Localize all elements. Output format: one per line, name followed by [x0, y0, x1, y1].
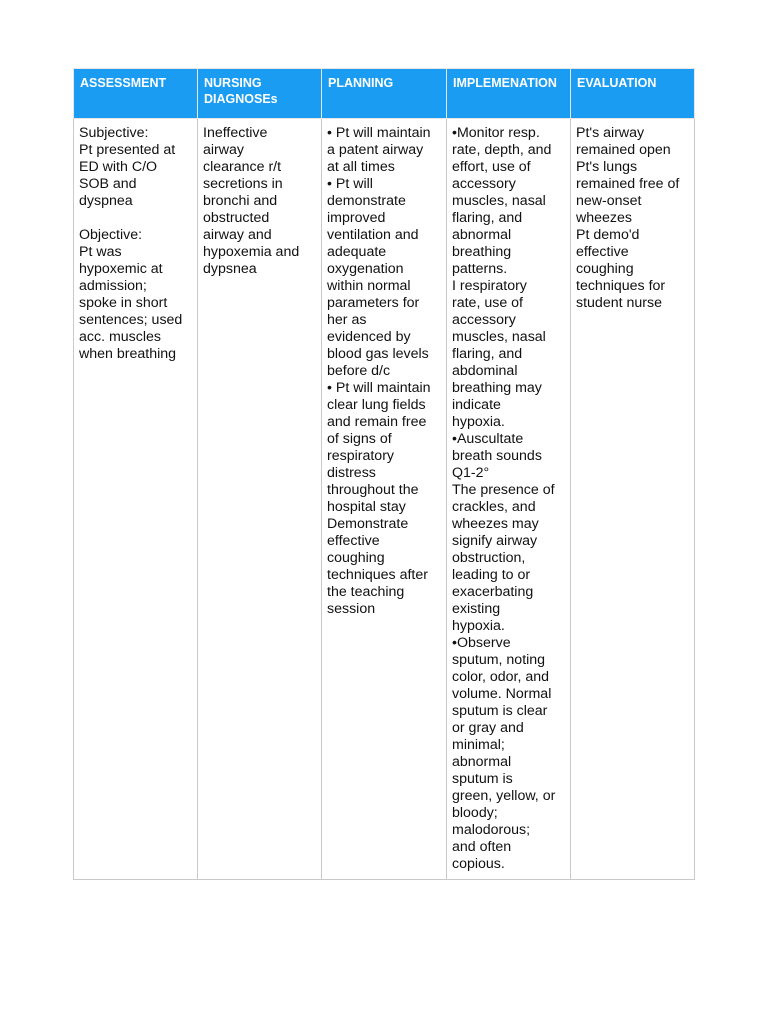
cell-text-line: adequate [327, 244, 387, 260]
header-planning: PLANNING [322, 69, 447, 119]
cell-text-line: rate, use of [452, 295, 523, 311]
cell-text-line: dypsnea [203, 261, 257, 277]
cell-text-line: coughing [327, 550, 385, 566]
cell-text-line: sentences; used [79, 312, 183, 328]
cell-text-line: • Pt will maintain [327, 380, 431, 396]
cell-text-line: muscles, nasal [452, 193, 546, 209]
cell-text-line: effective [327, 533, 380, 549]
cell-text-line: indicate [452, 397, 501, 413]
cell-text-line: new-onset [576, 193, 642, 209]
cell-text-line: ED with C/O [79, 159, 158, 175]
table-row [74, 119, 695, 880]
cell-text-line: parameters for [327, 295, 420, 311]
cell-text-line: hypoxemia and [203, 244, 300, 260]
cell-text-line: The presence of [452, 482, 555, 498]
header-row [74, 69, 695, 119]
cell-text-line: •Observe [452, 635, 511, 651]
cell-text-line: signify airway [452, 533, 538, 549]
cell-text-line: hypoxia. [452, 414, 505, 430]
cell-text-line: when breathing [79, 346, 177, 362]
cell-text-line: distress [327, 465, 376, 481]
cell-text-line: session [327, 601, 376, 617]
cell-text-line: Pt presented at [79, 142, 176, 158]
cell-text-line: wheezes may [452, 516, 539, 532]
cell-text-line: at all times [327, 159, 395, 175]
nursing-care-plan-table [73, 68, 695, 880]
cell-text-line: the teaching [327, 584, 405, 600]
cell-text-line: and remain free [327, 414, 427, 430]
cell-text-line: patterns. [452, 261, 508, 277]
cell-text-line: student nurse [576, 295, 662, 311]
cell-text-line: abnormal [452, 227, 512, 243]
cell-text-line: copious. [452, 856, 505, 872]
cell-text-line: •Auscultate [452, 431, 524, 447]
cell-nursing-diagnoses [198, 119, 322, 880]
cell-text-line: clearance r/t [203, 159, 282, 175]
cell-text-line: hospital stay [327, 499, 406, 515]
cell-text-line: wheezes [576, 210, 632, 226]
header-nursing-diagnoses: NURSING DIAGNOSEs [198, 69, 322, 119]
cell-text-line: techniques for [576, 278, 666, 294]
cell-text-line: or gray and [452, 720, 524, 736]
cell-text-line: muscles, nasal [452, 329, 546, 345]
cell-text-line: leading to or [452, 567, 531, 583]
cell-planning [322, 119, 447, 880]
cell-text-line: existing [452, 601, 501, 617]
cell-text-line: ventilation and [327, 227, 419, 243]
cell-assessment [74, 119, 198, 880]
cell-text-line: abdominal [452, 363, 518, 379]
cell-text-line: secretions in [203, 176, 283, 192]
cell-text-line: hypoxia. [452, 618, 505, 634]
cell-text-line: techniques after [327, 567, 428, 583]
cell-text-line: flaring, and [452, 210, 523, 226]
cell-text-line: dyspnea [79, 193, 133, 209]
cell-text-line: sputum is [452, 771, 513, 787]
cell-text-line: • Pt will [327, 176, 373, 192]
cell-text-line: respiratory [327, 448, 395, 464]
header-evaluation: EVALUATION [571, 69, 695, 119]
cell-implementation [447, 119, 571, 880]
cell-text-line: acc. muscles [79, 329, 161, 345]
header-implementation: IMPLEMENATION [447, 69, 571, 119]
cell-text-line: within normal [327, 278, 411, 294]
cell-text-line: accessory [452, 312, 516, 328]
cell-text-line: I respiratory [452, 278, 527, 294]
blank-line [79, 210, 192, 227]
cell-text-line: rate, depth, and [452, 142, 552, 158]
cell-evaluation [571, 119, 695, 880]
cell-text-line: spoke in short [79, 295, 168, 311]
cell-text-line: breathing may [452, 380, 542, 396]
cell-text-line: Pt demo'd [576, 227, 640, 243]
cell-text-line: her as [327, 312, 367, 328]
cell-text-line: hypoxemic at [79, 261, 163, 277]
cell-text-line: obstruction, [452, 550, 526, 566]
cell-text-line: • Pt will maintain [327, 125, 431, 141]
cell-text-line: sputum is clear [452, 703, 548, 719]
cell-text-line: breath sounds [452, 448, 542, 464]
cell-text-line: Q1-2° [452, 465, 490, 481]
cell-text-line: remained free of [576, 176, 680, 192]
cell-text-line: a patent airway [327, 142, 424, 158]
cell-text-line: abnormal [452, 754, 512, 770]
cell-text-line: coughing [576, 261, 634, 277]
cell-text-line: minimal; [452, 737, 505, 753]
cell-text-line: blood gas levels [327, 346, 429, 362]
header-assessment: ASSESSMENT [74, 69, 198, 119]
cell-text-line: oxygenation [327, 261, 404, 277]
cell-text-line: demonstrate [327, 193, 406, 209]
cell-text-line: bronchi and [203, 193, 278, 209]
cell-text-line: effort, use of [452, 159, 531, 175]
cell-text-line: Demonstrate [327, 516, 409, 532]
cell-text-line: throughout the [327, 482, 419, 498]
cell-text-line: Subjective: [79, 125, 149, 141]
cell-text-line: airway [203, 142, 244, 158]
cell-text-line: Pt was [79, 244, 122, 260]
cell-text-line: sputum, noting [452, 652, 546, 668]
cell-text-line: flaring, and [452, 346, 523, 362]
cell-text-line: malodorous; [452, 822, 531, 838]
cell-text-line: Ineffective [203, 125, 268, 141]
cell-text-line: •Monitor resp. [452, 125, 540, 141]
cell-text-line: obstructed [203, 210, 270, 226]
cell-text-line: exacerbating [452, 584, 534, 600]
cell-text-line: remained open [576, 142, 671, 158]
cell-text-line: Objective: [79, 227, 143, 243]
cell-text-line: effective [576, 244, 629, 260]
cell-text-line: breathing [452, 244, 512, 260]
cell-text-line: of signs of [327, 431, 392, 447]
cell-text-line: Pt's airway [576, 125, 645, 141]
cell-text-line: volume. Normal [452, 686, 552, 702]
cell-text-line: improved [327, 210, 386, 226]
cell-text-line: accessory [452, 176, 516, 192]
cell-text-line: airway and [203, 227, 272, 243]
cell-text-line: crackles, and [452, 499, 536, 515]
cell-text-line: before d/c [327, 363, 391, 379]
cell-text-line: admission; [79, 278, 147, 294]
cell-text-line: bloody; [452, 805, 498, 821]
cell-text-line: color, odor, and [452, 669, 550, 685]
cell-text-line: clear lung fields [327, 397, 426, 413]
cell-text-line: evidenced by [327, 329, 411, 345]
cell-text-line: green, yellow, or [452, 788, 556, 804]
cell-text-line: Pt's lungs [576, 159, 638, 175]
cell-text-line: SOB and [79, 176, 137, 192]
cell-text-line: and often [452, 839, 512, 855]
